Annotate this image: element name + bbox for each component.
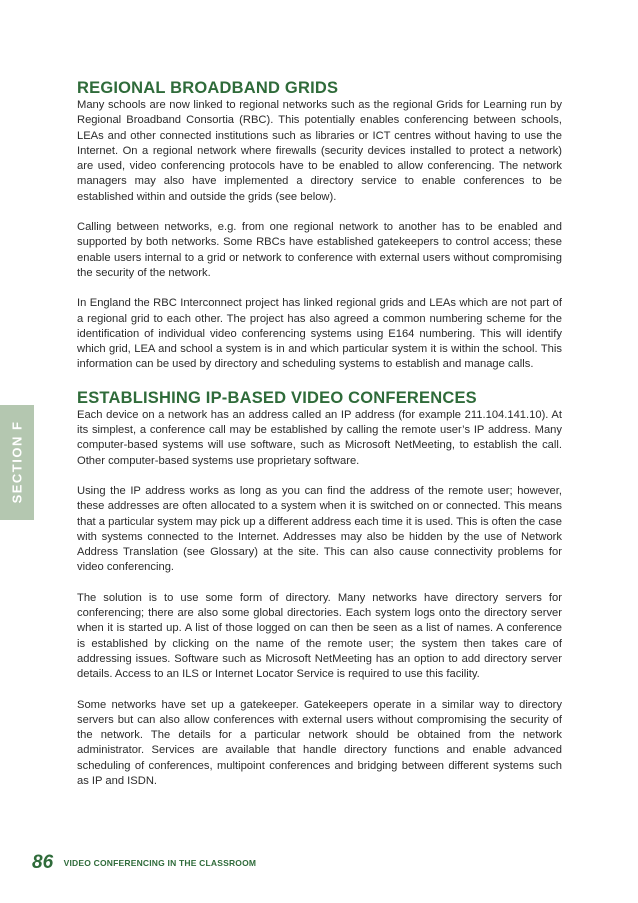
paragraph: Some networks have set up a gatekeeper. Gatekeepers operate in a similar way to directory servers but can also allow conferences with external users without compromising the security of the network. The details for a particular network should be obtained from the network administrator. Services are available that handle directory functions and enable advanced scheduling of conferences, multipoint conferences and bridging between different systems such as IP and ISDN.	[77, 698, 562, 787]
paragraph: Each device on a network has an address called an IP address (for example 211.104.141.10). At its simplest, a conference call may be established by calling the remote user’s IP address. Many computer-based systems will use software, such as Microsoft NetMeeting, to establish the call. Other computer-based systems use proprietary software.	[77, 408, 562, 467]
paragraph: Calling between networks, e.g. from one regional network to another has to be enabled and supported by both networks. Some RBCs have established gatekeepers to control access; these enable users internal to a grid or network to conference with external users without compromising the security of the network.	[77, 221, 562, 279]
paragraph: In England the RBC Interconnect project has linked regional grids and LEAs which are not part of a regional grid to each other. The project has also agreed a common numbering scheme for the identification of individual video conferencing systems using E164 numbering. This will identify which grid, LEA and school a system is in and which particular system it is within the school. This information can be used by directory and scheduling systems to establish and manage calls.	[77, 297, 562, 371]
paragraph: Many schools are now linked to regional networks such as the regional Grids for Learning run by Regional Broadband Consortia (RBC). This potentially enables conferencing between schools, LEAs and other connected institutions such as libraries or ICT centres without having to use the Internet. On a regional network where firewalls (security devices installed to protect a network) are used, video conferencing protocols have to be enabled to allow conferencing. The network managers may also have implemented a directory service to enable conferences to be established within and outside the grids (see below).	[77, 99, 562, 203]
page-number: 86	[32, 852, 54, 873]
paragraph: The solution is to use some form of directory. Many networks have directory servers for conferencing; there are also some global directories. Each system logs onto the directory server when it is started up. A list of those logged on can then be seen as a list of names. A conference is established by clicking on the name of the remote user; the system then takes care of addressing issues. Software such as Microsoft NetMeeting has an option to add directory server details. Access to an ILS or Internet Locator Service is required to use this facility.	[77, 591, 562, 681]
section-heading-regional-broadband-grids: REGIONAL BROADBAND GRIDS	[77, 79, 339, 97]
main-content	[77, 78, 562, 804]
section-tab	[0, 405, 34, 520]
page-footer	[32, 852, 256, 874]
section-heading-establishing-ip-based-video-conferences: ESTABLISHING IP-BASED VIDEO CONFERENCES	[77, 388, 477, 407]
footer-title: VIDEO CONFERENCING IN THE CLASSROOM	[63, 858, 257, 868]
paragraph: Using the IP address works as long as you can find the address of the remote user; however, these addresses are often allocated to a system when it is switched on or connected. This means that a particular system may pick up a different address each time it is used. This is often the case with systems connected to the Internet. Addresses may also be hidden by the use of Network Address Translation (see Glossary) at the site. This can also cause connectivity problems for video conferencing.	[77, 484, 562, 574]
section-tab-label: SECTION F	[9, 420, 25, 504]
